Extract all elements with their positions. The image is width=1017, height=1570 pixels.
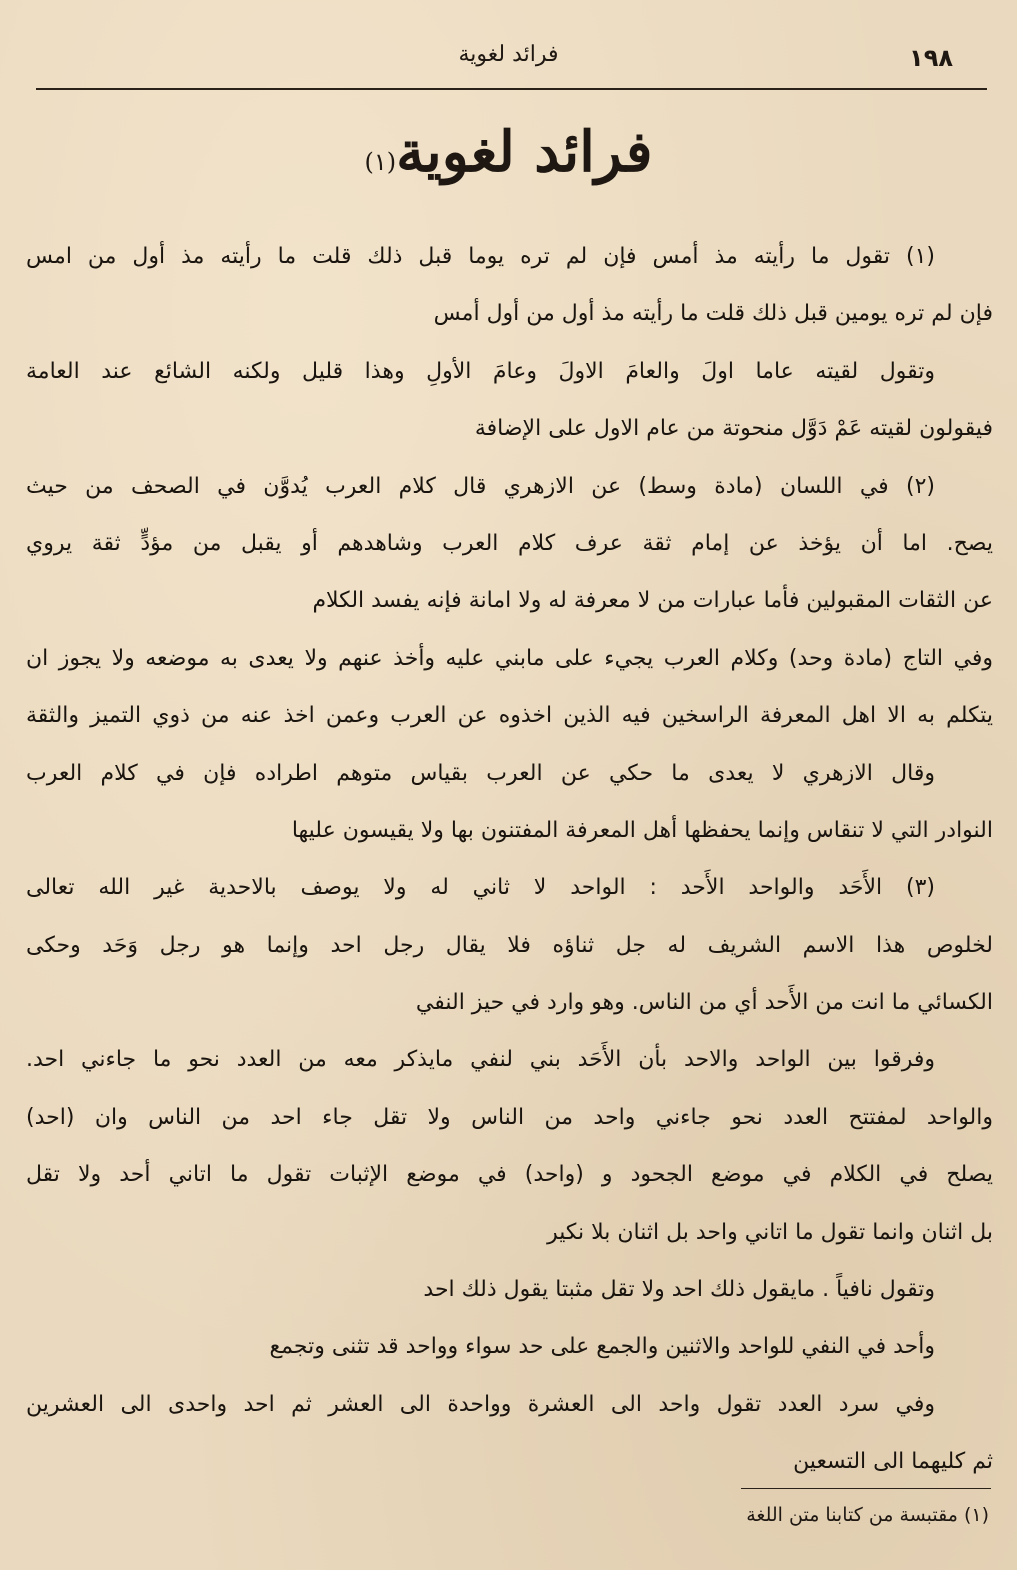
article-title xyxy=(0,112,1017,192)
article-title-text: فرائد لغوية xyxy=(396,119,653,185)
body-line: الكسائي ما انت من الأَحد أي من الناس. وهو وارد في حيز النفي xyxy=(415,990,993,1016)
footnote: (١) مقتبسة من كتابنا متن اللغة xyxy=(746,1504,989,1526)
body-line: (٢) في اللسان (مادة وسط) عن الازهري قال كلام العرب يُدوَّن في الصحف من حيث xyxy=(26,473,935,499)
body-line: النوادر التي لا تنقاس وإنما يحفظها أهل المعرفة المفتنون بها ولا يقيسون عليها xyxy=(291,817,993,843)
body-line: (١) تقول ما رأيته مذ أمس فإن لم تره يوما قبل ذلك قلت ما رأيته مذ أول من امس xyxy=(26,244,935,269)
title-note-marker: (١) xyxy=(364,148,397,176)
running-head xyxy=(36,38,981,78)
body-line: يصلح في الكلام في موضع الجحود و (واحد) في موضع الإثبات تقول ما اتاني أحد ولا تقل xyxy=(26,1162,993,1188)
body-line: لخلوص هذا الاسم الشريف له جل ثناؤه فلا يقال رجل احد وإنما هو رجل وَحَد وحكى xyxy=(26,932,993,958)
body-line: وتقول نافياً . مايقول ذلك احد ولا تقل مثبتا يقول ذلك احد xyxy=(423,1277,935,1303)
body-line: ثم كليهما الى التسعين xyxy=(793,1449,993,1475)
body-line: بل اثنان وانما تقول ما اتاني واحد بل اثنان بلا نكير xyxy=(547,1219,993,1245)
body-line: وفي سرد العدد تقول واحد الى العشرة وواحدة الى العشر ثم احد واحدى الى العشرين xyxy=(26,1391,935,1417)
body-line: (٣) الأَحَد والواحد الأَحد : الواحد لا ثاني له ولا يوصف بالاحدية غير الله تعالى xyxy=(26,875,935,901)
body-line: فإن لم تره يومين قبل ذلك قلت ما رأيته مذ أول من أول أمس xyxy=(433,301,993,327)
body-line: وأحد في النفي للواحد والاثنين والجمع على حد سواء وواحد قد تثنى وتجمع xyxy=(269,1334,935,1360)
body-line: يتكلم به الا اهل المعرفة الراسخين فيه الذين اخذوه عن العرب وعمن اخذ عنه من ذوي التميز والثقة xyxy=(26,703,993,729)
body-line: والواحد لمفتتح العدد نحو جاءني واحد من الناس ولا تقل جاء احد من الناس وان (احد) xyxy=(26,1104,993,1130)
body-line: وقال الازهري لا يعدى ما حكي عن العرب بقياس متوهم اطراده فإن في كلام العرب xyxy=(26,760,935,786)
body-line: عن الثقات المقبولين فأما عبارات من لا معرفة له ولا امانة فإنه يفسد الكلام xyxy=(312,588,993,614)
body-line: يصح. اما أن يؤخذ عن إمام ثقة عرف كلام العرب وشاهدهم أو يقبل من مؤدٍّ ثقة يروي xyxy=(26,530,993,556)
article-body xyxy=(26,228,993,1491)
body-line: وفي التاج (مادة وحد) وكلام العرب يجيء على مابني عليه وأخذ عنهم ولا يعدى به موضعه ولا يجوز ان xyxy=(26,645,993,671)
running-title: فرائد لغوية xyxy=(458,42,559,67)
header-rule xyxy=(36,88,987,90)
body-line: فيقولون لقيته عَمْ دَوَّل منحوتة من عام الاول على الإضافة xyxy=(474,416,993,442)
footnote-rule xyxy=(741,1488,991,1489)
body-line: وفرقوا بين الواحد والاحد بأن الأَحَد بني لنفي مايذكر معه من العدد نحو ما جاءني احد. xyxy=(26,1047,935,1073)
body-line: وتقول لقيته عاما اولَ والعامَ الاولَ وعامَ الأولِ وهذا قليل ولكنه الشائع عند العامة xyxy=(26,358,935,384)
page-number: ١٩٨ xyxy=(909,44,953,72)
